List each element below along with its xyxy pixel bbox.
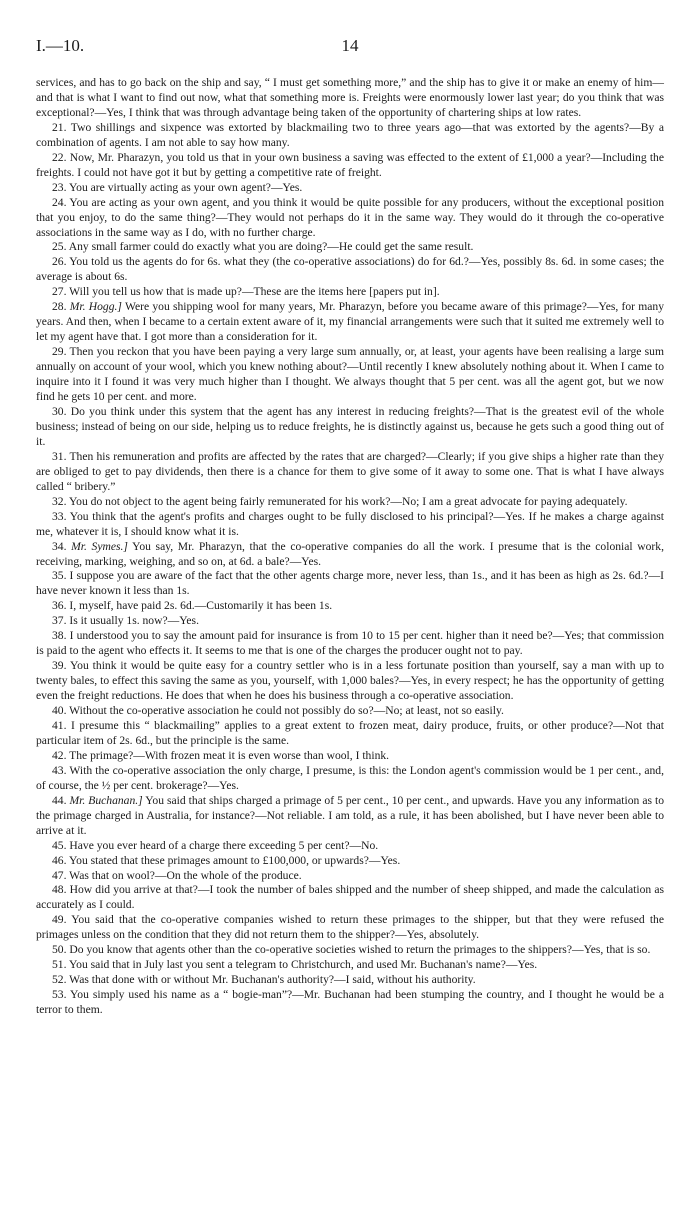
question-33: 33. You think that the agent's profits and charges ought to be fully disclosed to his principal?—Yes. If he makes a charge against me, whatever it is, I should know what it is.: [36, 509, 664, 538]
question-49: 49. You said that the co-operative companies wished to return these primages to the shipper, but that they were refused the primages unless on the condition that they did not return them to the shipper?—Yes, absolutely.: [36, 913, 664, 942]
question-47: 47. Was that on wool?—On the whole of the produce.: [52, 868, 302, 882]
question-31: 31. Then his remuneration and profits are affected by the rates that are charged?—Clearly; if you give ships a higher rate than they are obliged to get to pay dividends, then there is a chance for them to give some of it away to some one. That is what I have always called “ bribery.”: [36, 449, 664, 493]
question-32: 32. You do not object to the agent being fairly remunerated for his work?—No; I am a great advocate for paying adequately.: [52, 494, 628, 508]
paragraph-continued: services, and has to go back on the ship and say, “ I must get something more,” and the ship has to give it or make an enemy of him—and that is what I want to find out now, what that something more is. Freights were enormously lower last year; do you think that was exceptional?—Yes, I think that was through advantage being taken of the opportunity of chartering ships at low rates.: [36, 76, 664, 119]
question-41: 41. I presume this “ blackmailing” applies to a great extent to frozen meat, dairy produce, fruits, or other produce?—Not that particular item of 2s. 6d., but the principle is the same.: [36, 718, 664, 747]
question-53: 53. You simply used his name as a “ bogie-man”?—Mr. Buchanan had been stumping the country, and I thought he would be a terror to them.: [36, 988, 664, 1017]
question-40: 40. Without the co-operative association he could not possibly do so?—No; at least, not so easily.: [52, 704, 504, 718]
question-27: 27. Will you tell us how that is made up?—These are the items here [papers put in].: [52, 285, 440, 299]
question-35: 35. I suppose you are aware of the fact that the other agents charge more, never less, than 1s., and it has been as high as 2s. 6d.?—I have never known it less than 1s.: [36, 569, 664, 598]
question-44: 44. Mr. Buchanan.] You said that ships charged a primage of 5 per cent., 10 per cent., and upwards. Have you any information as to the primage charged in Australia, for instance?—Not reliable. I am told, as a rule, it has been abolished, but I have never been able to arrive at it.: [36, 793, 664, 837]
question-25: 25. Any small farmer could do exactly what you are doing?—He could get the same result.: [52, 240, 474, 254]
question-51: 51. You said that in July last you sent a telegram to Christchurch, and used Mr. Buchanan's name?—Yes.: [52, 958, 538, 972]
question-37: 37. Is it usually 1s. now?—Yes.: [52, 614, 199, 628]
question-24: 24. You are acting as your own agent, and you think it would be quite possible for any producers, without the exceptional position that you enjoy, to do the same thing?—They would not perhaps do it in the same way. They would do it through the co-operative associations in the same way as I do, with no further charge.: [36, 195, 664, 239]
question-48: 48. How did you arrive at that?—I took the number of bales shipped and the number of sheep shipped, and made the calculation as accurately as I could.: [36, 883, 664, 912]
page-number: 14: [341, 36, 359, 55]
paper-reference: I.—10.: [36, 36, 85, 55]
speaker-name: Mr. Symes.]: [71, 539, 128, 553]
question-50: 50. Do you know that agents other than the co-operative societies wished to return the primages to the shippers?—Yes, that is so.: [52, 943, 651, 957]
question-52: 52. Was that done with or without Mr. Buchanan's authority?—I said, without his authority.: [52, 973, 476, 987]
question-29: 29. Then you reckon that you have been paying a very large sum annually, or, at least, your agents have been realising a large sum annually on account of your wool, which you knew nothing about?—Until recently I knew absolutely nothing about it. When I came to inquire into it I found it was very much higher than I thought. We always thought that 5 per cent. was all the agent got, but we now find he gets 10 per cent. and more.: [36, 345, 664, 404]
question-22: 22. Now, Mr. Pharazyn, you told us that in your own business a saving was effected to the extent of £1,000 a year?—Including the freights. I could not have got it but by getting a competitive rate of freight.: [36, 150, 664, 179]
question-46: 46. You stated that these primages amount to £100,000, or upwards?—Yes.: [52, 853, 401, 867]
question-26: 26. You told us the agents do for 6s. what they (the co-operative associations) do for 6d.?—Yes, possibly 8s. 6d. in some cases; the average is about 6s.: [36, 255, 664, 284]
speaker-name: Mr. Hogg.]: [69, 300, 122, 314]
question-42: 42. The primage?—With frozen meat it is even worse than wool, I think.: [52, 748, 390, 762]
question-30: 30. Do you think under this system that the agent has any interest in reducing freights?—That is the greatest evil of the whole business; instead of being on our side, helping us to reduce freights, he is distinctly against us, because he gets such a good thing out of it.: [36, 404, 664, 448]
question-28: 28. Mr. Hogg.] Were you shipping wool for many years, Mr. Pharazyn, before you became aware of this primage?—Yes, for many years. And then, when I became to a certain extent aware of it, my financial arrangements were such that it suited me extremely well to let my agent have that. I got more than a consideration for it.: [36, 300, 665, 344]
question-38: 38. I understood you to say the amount paid for insurance is from 10 to 15 per cent. higher than it need be?—Yes; that commission is paid to the agent who effects it. It seems to me that is one of the charges the producer ought not to pay.: [36, 629, 664, 658]
question-34: 34. Mr. Symes.] You say, Mr. Pharazyn, that the co-operative companies do all the work. I presume that is the colonial work, receiving, marking, weighing, and so on, at 6d. a bale?—Yes.: [36, 539, 664, 568]
speaker-name: Mr. Buchanan.]: [69, 793, 143, 807]
page-header: [36, 36, 664, 62]
question-43: 43. With the co-operative association the only charge, I presume, is this: the London agent's commission would be 1 per cent., and, of course, the ½ per cent. brokerage?—Yes.: [36, 763, 664, 792]
document-page: [36, 36, 664, 1018]
question-23: 23. You are virtually acting as your own agent?—Yes.: [52, 180, 303, 194]
question-36: 36. I, myself, have paid 2s. 6d.—Customarily it has been 1s.: [52, 599, 333, 613]
question-21: 21. Two shillings and sixpence was extorted by blackmailing two to three years ago—that was extorted by the agents?—By a combination of agents. I am not able to say how many.: [36, 120, 664, 149]
question-45: 45. Have you ever heard of a charge there exceeding 5 per cent?—No.: [52, 838, 379, 852]
question-39: 39. You think it would be quite easy for a country settler who is in a less fortunate position than yourself, say a man with up to twenty bales, to effect this saving the same as you, yourself, with 1,000 bales?—Yes, in every respect; he has the opportunity of getting even the freight reductions. He does that when he does his business through a co-operative association.: [36, 659, 664, 703]
page-body: [36, 76, 664, 1018]
